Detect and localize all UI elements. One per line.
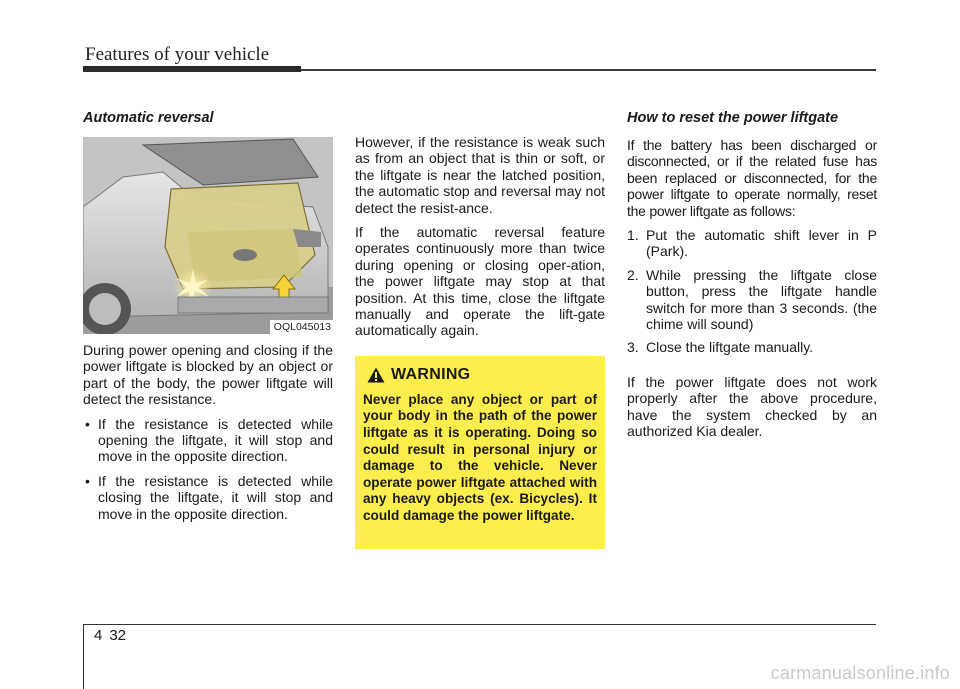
list-item xyxy=(627,267,877,333)
chapter-number: 4 xyxy=(94,627,103,644)
footer-rule-vertical xyxy=(83,624,84,689)
page-number-value: 32 xyxy=(109,627,127,644)
page-number xyxy=(94,627,126,644)
warning-header xyxy=(367,366,597,384)
column-right xyxy=(627,108,877,448)
liftgate-illustration xyxy=(83,137,333,334)
step-text: Put the automatic shift lever in P (Park). xyxy=(646,227,877,260)
figure-code-label: OQL045013 xyxy=(270,320,333,334)
header-rule-thick xyxy=(83,66,301,72)
list-item xyxy=(627,339,877,355)
column-left xyxy=(83,108,333,530)
paragraph-continuous-reversal: If the automatic reversal feature operates continuously more than twice during opening or closing oper-ation, the power liftgate may stop at that position. At this time, close the liftgate manually and operate the lift-gate automatically again. xyxy=(355,224,605,339)
step-text: Close the liftgate manually. xyxy=(646,339,814,356)
section-title-reset-liftgate: How to reset the power liftgate xyxy=(627,110,839,126)
column-middle xyxy=(355,134,605,549)
list-item: • If the resistance is detected while opening the liftgate, it will stop and move in the opposite direction. xyxy=(83,416,333,465)
list-item: • If the resistance is detected while closing the liftgate, it will stop and move in the opposite direction. xyxy=(83,473,333,522)
step-text: While pressing the liftgate close button, press the liftgate handle switch for more than 3 seconds. (the chime will sound) xyxy=(646,266,877,333)
warning-text: Never place any object or part of your body in the path of the power liftgate as it is operating. Doing so could result in personal injury or damage to the vehicle. Never operate power liftgate attached with any heavy objects (ex. Bicycles). It could damage the power liftgate. xyxy=(363,391,597,524)
reset-steps-list xyxy=(627,227,877,356)
step-number: 1. xyxy=(627,227,639,244)
paragraph-reset-intro: If the battery has been discharged or disconnected, or if the related fuse has been replaced or disconnected, for the power liftgate to operate normally, reset the power liftgate as follows: xyxy=(627,137,877,219)
page-header-title: Features of your vehicle xyxy=(85,44,270,65)
paragraph-weak-resistance: However, if the resistance is weak such as from an object that is thin or soft, or the liftgate is near the latched position, the automatic stop and reversal may not detect the resist-ance. xyxy=(355,134,605,216)
watermark: carmanualsonline.info xyxy=(770,663,950,683)
section-title-automatic-reversal: Automatic reversal xyxy=(83,110,214,126)
footer-rule xyxy=(83,624,876,625)
warning-triangle-icon xyxy=(367,367,385,383)
step-number: 3. xyxy=(627,339,639,356)
liftgate-figure xyxy=(83,137,333,334)
paragraph-dealer-check: If the power liftgate does not work properly after the above procedure, have the system checked by an authorized Kia dealer. xyxy=(627,373,877,440)
bullet-list xyxy=(83,416,333,522)
header-rule-thin xyxy=(301,69,876,71)
list-item xyxy=(627,227,877,260)
warning-box xyxy=(355,356,605,549)
step-number: 2. xyxy=(627,266,639,283)
paragraph-resistance-detection: During power opening and closing if the power liftgate is blocked by an object or part of the body, the power liftgate will detect the resistance. xyxy=(83,342,333,408)
warning-title: WARNING xyxy=(391,365,471,383)
